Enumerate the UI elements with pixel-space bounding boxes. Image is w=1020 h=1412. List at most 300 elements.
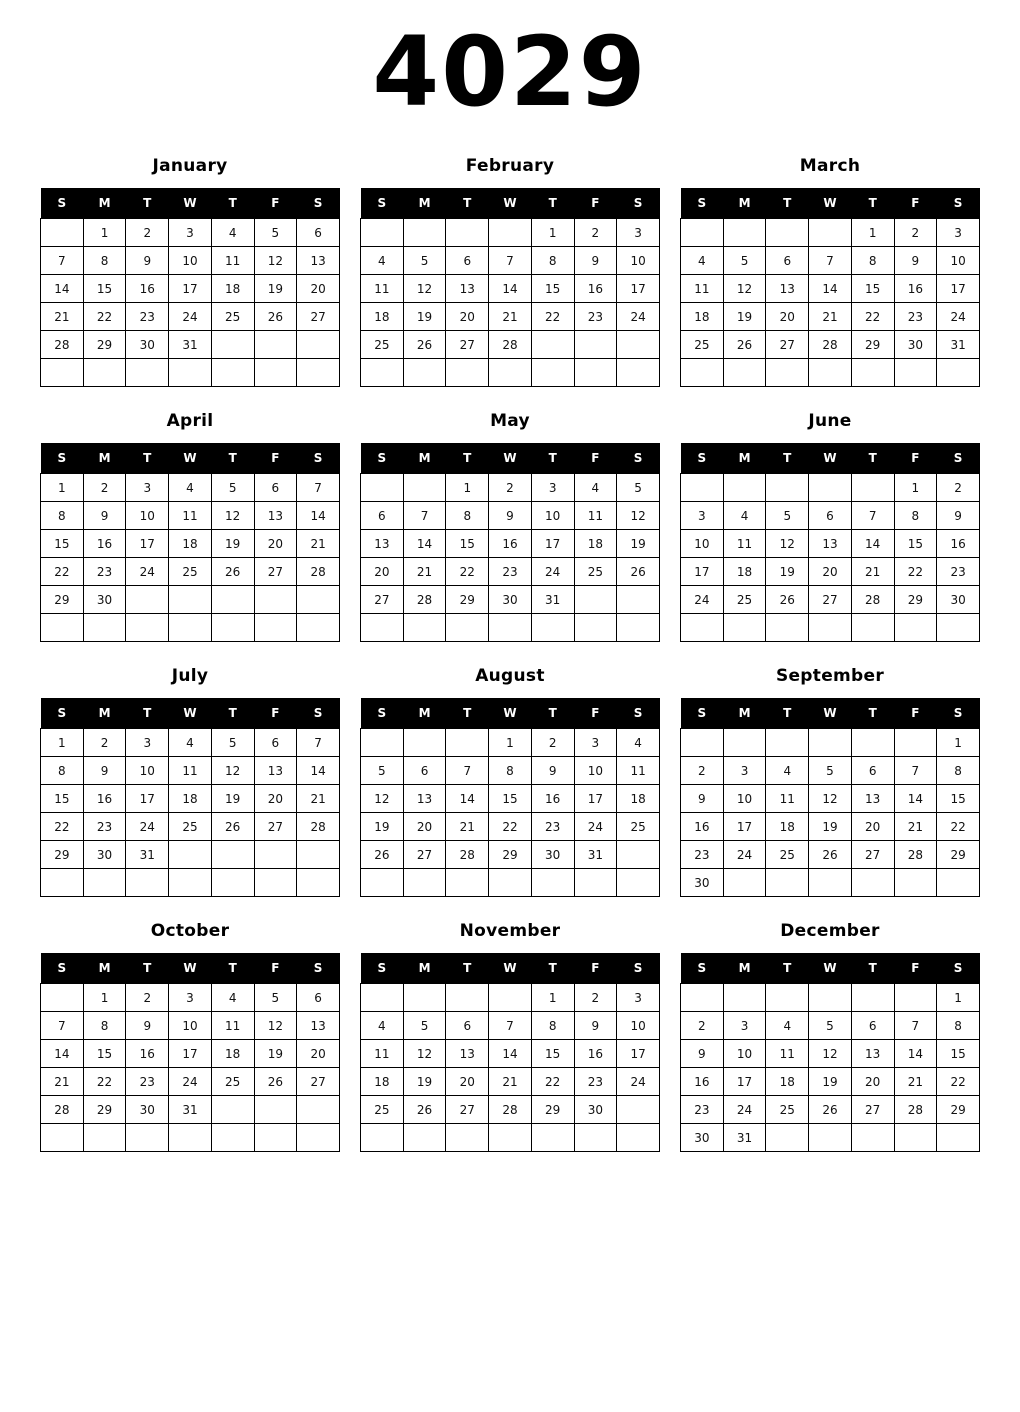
day-cell[interactable]: 28 [297, 558, 340, 586]
day-cell[interactable]: 12 [809, 1040, 852, 1068]
day-cell[interactable]: 25 [361, 1096, 404, 1124]
day-cell[interactable]: 21 [297, 785, 340, 813]
day-cell[interactable]: 30 [937, 586, 980, 614]
day-cell[interactable]: 3 [574, 729, 617, 757]
day-cell[interactable]: 18 [169, 530, 212, 558]
day-cell[interactable]: 19 [403, 1068, 446, 1096]
day-cell[interactable]: 15 [851, 275, 894, 303]
day-cell[interactable]: 22 [851, 303, 894, 331]
day-cell[interactable]: 15 [531, 1040, 574, 1068]
day-cell[interactable]: 11 [361, 275, 404, 303]
day-cell[interactable]: 24 [531, 558, 574, 586]
day-cell[interactable]: 30 [126, 1096, 169, 1124]
day-cell[interactable]: 21 [41, 303, 84, 331]
day-cell[interactable]: 30 [574, 1096, 617, 1124]
day-cell[interactable]: 13 [809, 530, 852, 558]
day-cell[interactable]: 10 [937, 247, 980, 275]
day-cell[interactable]: 25 [723, 586, 766, 614]
day-cell[interactable]: 18 [766, 813, 809, 841]
day-cell[interactable]: 17 [126, 785, 169, 813]
day-cell[interactable]: 16 [126, 275, 169, 303]
day-cell[interactable]: 9 [894, 247, 937, 275]
day-cell[interactable]: 6 [851, 757, 894, 785]
day-cell[interactable]: 20 [297, 275, 340, 303]
day-cell[interactable]: 9 [489, 502, 532, 530]
day-cell[interactable]: 7 [41, 1012, 84, 1040]
day-cell[interactable]: 25 [766, 1096, 809, 1124]
day-cell[interactable]: 3 [531, 474, 574, 502]
day-cell[interactable]: 7 [894, 1012, 937, 1040]
day-cell[interactable]: 15 [531, 275, 574, 303]
day-cell[interactable]: 26 [617, 558, 660, 586]
day-cell[interactable]: 20 [361, 558, 404, 586]
day-cell[interactable]: 25 [617, 813, 660, 841]
day-cell[interactable]: 3 [681, 502, 724, 530]
day-cell[interactable]: 23 [937, 558, 980, 586]
day-cell[interactable]: 19 [254, 275, 297, 303]
day-cell[interactable]: 9 [574, 1012, 617, 1040]
day-cell[interactable]: 25 [169, 558, 212, 586]
day-cell[interactable]: 2 [126, 219, 169, 247]
day-cell[interactable]: 29 [489, 841, 532, 869]
day-cell[interactable]: 8 [83, 247, 126, 275]
day-cell[interactable]: 10 [574, 757, 617, 785]
day-cell[interactable]: 23 [681, 1096, 724, 1124]
day-cell[interactable]: 11 [211, 247, 254, 275]
day-cell[interactable]: 26 [723, 331, 766, 359]
day-cell[interactable]: 27 [446, 1096, 489, 1124]
day-cell[interactable]: 11 [681, 275, 724, 303]
day-cell[interactable]: 9 [681, 785, 724, 813]
day-cell[interactable]: 16 [83, 785, 126, 813]
day-cell[interactable]: 14 [403, 530, 446, 558]
day-cell[interactable]: 5 [723, 247, 766, 275]
day-cell[interactable]: 24 [126, 558, 169, 586]
day-cell[interactable]: 8 [937, 1012, 980, 1040]
day-cell[interactable]: 16 [681, 813, 724, 841]
day-cell[interactable]: 8 [531, 1012, 574, 1040]
day-cell[interactable]: 29 [41, 586, 84, 614]
day-cell[interactable]: 15 [894, 530, 937, 558]
day-cell[interactable]: 8 [41, 757, 84, 785]
day-cell[interactable]: 19 [809, 813, 852, 841]
day-cell[interactable]: 20 [297, 1040, 340, 1068]
day-cell[interactable]: 20 [403, 813, 446, 841]
day-cell[interactable]: 27 [297, 1068, 340, 1096]
day-cell[interactable]: 28 [489, 1096, 532, 1124]
day-cell[interactable]: 8 [446, 502, 489, 530]
day-cell[interactable]: 11 [169, 502, 212, 530]
day-cell[interactable]: 5 [809, 1012, 852, 1040]
day-cell[interactable]: 22 [83, 303, 126, 331]
day-cell[interactable]: 2 [574, 984, 617, 1012]
day-cell[interactable]: 1 [83, 219, 126, 247]
day-cell[interactable]: 3 [126, 729, 169, 757]
day-cell[interactable]: 5 [211, 474, 254, 502]
day-cell[interactable]: 13 [254, 757, 297, 785]
day-cell[interactable]: 4 [723, 502, 766, 530]
day-cell[interactable]: 14 [489, 1040, 532, 1068]
day-cell[interactable]: 30 [126, 331, 169, 359]
day-cell[interactable]: 7 [894, 757, 937, 785]
day-cell[interactable]: 3 [617, 219, 660, 247]
day-cell[interactable]: 7 [297, 729, 340, 757]
day-cell[interactable]: 8 [894, 502, 937, 530]
day-cell[interactable]: 22 [41, 558, 84, 586]
day-cell[interactable]: 31 [126, 841, 169, 869]
day-cell[interactable]: 13 [297, 247, 340, 275]
day-cell[interactable]: 31 [169, 1096, 212, 1124]
day-cell[interactable]: 10 [126, 502, 169, 530]
day-cell[interactable]: 18 [361, 303, 404, 331]
day-cell[interactable]: 24 [617, 1068, 660, 1096]
day-cell[interactable]: 21 [894, 813, 937, 841]
day-cell[interactable]: 2 [83, 474, 126, 502]
day-cell[interactable]: 12 [403, 1040, 446, 1068]
day-cell[interactable]: 14 [809, 275, 852, 303]
day-cell[interactable]: 7 [41, 247, 84, 275]
day-cell[interactable]: 5 [211, 729, 254, 757]
day-cell[interactable]: 9 [126, 247, 169, 275]
day-cell[interactable]: 14 [41, 1040, 84, 1068]
day-cell[interactable]: 27 [851, 841, 894, 869]
day-cell[interactable]: 7 [809, 247, 852, 275]
day-cell[interactable]: 23 [83, 558, 126, 586]
day-cell[interactable]: 20 [851, 813, 894, 841]
day-cell[interactable]: 27 [361, 586, 404, 614]
day-cell[interactable]: 19 [617, 530, 660, 558]
day-cell[interactable]: 17 [723, 1068, 766, 1096]
day-cell[interactable]: 17 [531, 530, 574, 558]
day-cell[interactable]: 10 [531, 502, 574, 530]
day-cell[interactable]: 2 [126, 984, 169, 1012]
day-cell[interactable]: 7 [403, 502, 446, 530]
day-cell[interactable]: 29 [894, 586, 937, 614]
day-cell[interactable]: 16 [574, 1040, 617, 1068]
day-cell[interactable]: 25 [169, 813, 212, 841]
day-cell[interactable]: 16 [894, 275, 937, 303]
day-cell[interactable]: 1 [894, 474, 937, 502]
day-cell[interactable]: 26 [809, 1096, 852, 1124]
day-cell[interactable]: 23 [489, 558, 532, 586]
day-cell[interactable]: 20 [809, 558, 852, 586]
day-cell[interactable]: 14 [894, 1040, 937, 1068]
day-cell[interactable]: 4 [361, 1012, 404, 1040]
day-cell[interactable]: 27 [851, 1096, 894, 1124]
day-cell[interactable]: 16 [574, 275, 617, 303]
day-cell[interactable]: 21 [297, 530, 340, 558]
day-cell[interactable]: 16 [531, 785, 574, 813]
day-cell[interactable]: 14 [41, 275, 84, 303]
day-cell[interactable]: 13 [446, 1040, 489, 1068]
day-cell[interactable]: 17 [126, 530, 169, 558]
day-cell[interactable]: 22 [446, 558, 489, 586]
day-cell[interactable]: 27 [446, 331, 489, 359]
day-cell[interactable]: 29 [851, 331, 894, 359]
day-cell[interactable]: 17 [574, 785, 617, 813]
day-cell[interactable]: 8 [83, 1012, 126, 1040]
day-cell[interactable]: 12 [403, 275, 446, 303]
day-cell[interactable]: 9 [83, 502, 126, 530]
day-cell[interactable]: 23 [531, 813, 574, 841]
day-cell[interactable]: 17 [937, 275, 980, 303]
day-cell[interactable]: 7 [851, 502, 894, 530]
day-cell[interactable]: 15 [83, 275, 126, 303]
day-cell[interactable]: 17 [617, 275, 660, 303]
day-cell[interactable]: 2 [894, 219, 937, 247]
day-cell[interactable]: 28 [809, 331, 852, 359]
day-cell[interactable]: 6 [254, 474, 297, 502]
day-cell[interactable]: 5 [766, 502, 809, 530]
day-cell[interactable]: 21 [41, 1068, 84, 1096]
day-cell[interactable]: 22 [489, 813, 532, 841]
day-cell[interactable]: 10 [681, 530, 724, 558]
day-cell[interactable]: 19 [766, 558, 809, 586]
day-cell[interactable]: 3 [126, 474, 169, 502]
day-cell[interactable]: 12 [254, 1012, 297, 1040]
day-cell[interactable]: 30 [681, 1124, 724, 1152]
day-cell[interactable]: 4 [617, 729, 660, 757]
day-cell[interactable]: 13 [446, 275, 489, 303]
day-cell[interactable]: 3 [169, 984, 212, 1012]
day-cell[interactable]: 25 [766, 841, 809, 869]
day-cell[interactable]: 25 [211, 303, 254, 331]
day-cell[interactable]: 18 [169, 785, 212, 813]
day-cell[interactable]: 18 [723, 558, 766, 586]
day-cell[interactable]: 4 [681, 247, 724, 275]
day-cell[interactable]: 6 [254, 729, 297, 757]
day-cell[interactable]: 10 [169, 1012, 212, 1040]
day-cell[interactable]: 26 [254, 303, 297, 331]
day-cell[interactable]: 26 [766, 586, 809, 614]
day-cell[interactable]: 19 [723, 303, 766, 331]
day-cell[interactable]: 5 [617, 474, 660, 502]
day-cell[interactable]: 6 [297, 219, 340, 247]
day-cell[interactable]: 11 [211, 1012, 254, 1040]
day-cell[interactable]: 23 [894, 303, 937, 331]
day-cell[interactable]: 29 [937, 1096, 980, 1124]
day-cell[interactable]: 11 [617, 757, 660, 785]
day-cell[interactable]: 31 [574, 841, 617, 869]
day-cell[interactable]: 6 [766, 247, 809, 275]
day-cell[interactable]: 30 [681, 869, 724, 897]
day-cell[interactable]: 24 [169, 303, 212, 331]
day-cell[interactable]: 31 [531, 586, 574, 614]
day-cell[interactable]: 14 [297, 502, 340, 530]
day-cell[interactable]: 6 [361, 502, 404, 530]
day-cell[interactable]: 22 [531, 1068, 574, 1096]
day-cell[interactable]: 21 [489, 1068, 532, 1096]
day-cell[interactable]: 13 [254, 502, 297, 530]
day-cell[interactable]: 11 [766, 1040, 809, 1068]
day-cell[interactable]: 17 [169, 275, 212, 303]
day-cell[interactable]: 13 [361, 530, 404, 558]
day-cell[interactable]: 13 [403, 785, 446, 813]
day-cell[interactable]: 4 [169, 729, 212, 757]
day-cell[interactable]: 27 [254, 558, 297, 586]
day-cell[interactable]: 1 [531, 219, 574, 247]
day-cell[interactable]: 3 [723, 757, 766, 785]
day-cell[interactable]: 16 [937, 530, 980, 558]
day-cell[interactable]: 18 [617, 785, 660, 813]
day-cell[interactable]: 2 [681, 1012, 724, 1040]
day-cell[interactable]: 29 [937, 841, 980, 869]
day-cell[interactable]: 4 [574, 474, 617, 502]
day-cell[interactable]: 10 [617, 247, 660, 275]
day-cell[interactable]: 15 [83, 1040, 126, 1068]
day-cell[interactable]: 9 [574, 247, 617, 275]
day-cell[interactable]: 6 [851, 1012, 894, 1040]
day-cell[interactable]: 6 [403, 757, 446, 785]
day-cell[interactable]: 5 [361, 757, 404, 785]
day-cell[interactable]: 28 [41, 1096, 84, 1124]
day-cell[interactable]: 31 [169, 331, 212, 359]
day-cell[interactable]: 18 [211, 275, 254, 303]
day-cell[interactable]: 27 [809, 586, 852, 614]
day-cell[interactable]: 20 [254, 530, 297, 558]
day-cell[interactable]: 1 [83, 984, 126, 1012]
day-cell[interactable]: 22 [83, 1068, 126, 1096]
day-cell[interactable]: 14 [489, 275, 532, 303]
day-cell[interactable]: 22 [531, 303, 574, 331]
day-cell[interactable]: 2 [574, 219, 617, 247]
day-cell[interactable]: 24 [937, 303, 980, 331]
day-cell[interactable]: 16 [681, 1068, 724, 1096]
day-cell[interactable]: 12 [809, 785, 852, 813]
day-cell[interactable]: 26 [403, 331, 446, 359]
day-cell[interactable]: 24 [723, 1096, 766, 1124]
day-cell[interactable]: 28 [446, 841, 489, 869]
day-cell[interactable]: 26 [211, 813, 254, 841]
day-cell[interactable]: 31 [723, 1124, 766, 1152]
day-cell[interactable]: 10 [723, 785, 766, 813]
day-cell[interactable]: 30 [83, 841, 126, 869]
day-cell[interactable]: 13 [766, 275, 809, 303]
day-cell[interactable]: 3 [169, 219, 212, 247]
day-cell[interactable]: 28 [403, 586, 446, 614]
day-cell[interactable]: 15 [446, 530, 489, 558]
day-cell[interactable]: 8 [41, 502, 84, 530]
day-cell[interactable]: 30 [531, 841, 574, 869]
day-cell[interactable]: 15 [937, 785, 980, 813]
day-cell[interactable]: 24 [126, 813, 169, 841]
day-cell[interactable]: 12 [211, 757, 254, 785]
day-cell[interactable]: 20 [254, 785, 297, 813]
day-cell[interactable]: 8 [937, 757, 980, 785]
day-cell[interactable]: 28 [41, 331, 84, 359]
day-cell[interactable]: 30 [894, 331, 937, 359]
day-cell[interactable]: 23 [681, 841, 724, 869]
day-cell[interactable]: 30 [83, 586, 126, 614]
day-cell[interactable]: 14 [446, 785, 489, 813]
day-cell[interactable]: 13 [297, 1012, 340, 1040]
day-cell[interactable]: 16 [83, 530, 126, 558]
day-cell[interactable]: 26 [361, 841, 404, 869]
day-cell[interactable]: 5 [254, 984, 297, 1012]
day-cell[interactable]: 23 [126, 1068, 169, 1096]
day-cell[interactable]: 6 [297, 984, 340, 1012]
day-cell[interactable]: 14 [297, 757, 340, 785]
day-cell[interactable]: 26 [211, 558, 254, 586]
day-cell[interactable]: 12 [211, 502, 254, 530]
day-cell[interactable]: 22 [41, 813, 84, 841]
day-cell[interactable]: 17 [723, 813, 766, 841]
day-cell[interactable]: 21 [851, 558, 894, 586]
day-cell[interactable]: 4 [211, 219, 254, 247]
day-cell[interactable]: 4 [766, 757, 809, 785]
day-cell[interactable]: 9 [126, 1012, 169, 1040]
day-cell[interactable]: 8 [851, 247, 894, 275]
day-cell[interactable]: 21 [403, 558, 446, 586]
day-cell[interactable]: 10 [617, 1012, 660, 1040]
day-cell[interactable]: 24 [681, 586, 724, 614]
day-cell[interactable]: 10 [723, 1040, 766, 1068]
day-cell[interactable]: 1 [41, 474, 84, 502]
day-cell[interactable]: 1 [446, 474, 489, 502]
day-cell[interactable]: 17 [681, 558, 724, 586]
day-cell[interactable]: 18 [574, 530, 617, 558]
day-cell[interactable]: 2 [937, 474, 980, 502]
day-cell[interactable]: 22 [937, 813, 980, 841]
day-cell[interactable]: 16 [126, 1040, 169, 1068]
day-cell[interactable]: 20 [446, 1068, 489, 1096]
day-cell[interactable]: 5 [403, 247, 446, 275]
day-cell[interactable]: 3 [723, 1012, 766, 1040]
day-cell[interactable]: 29 [531, 1096, 574, 1124]
day-cell[interactable]: 25 [574, 558, 617, 586]
day-cell[interactable]: 22 [894, 558, 937, 586]
day-cell[interactable]: 5 [254, 219, 297, 247]
day-cell[interactable]: 30 [489, 586, 532, 614]
day-cell[interactable]: 29 [83, 331, 126, 359]
day-cell[interactable]: 1 [41, 729, 84, 757]
day-cell[interactable]: 1 [937, 729, 980, 757]
day-cell[interactable]: 6 [446, 1012, 489, 1040]
day-cell[interactable]: 19 [211, 530, 254, 558]
day-cell[interactable]: 26 [254, 1068, 297, 1096]
day-cell[interactable]: 5 [403, 1012, 446, 1040]
day-cell[interactable]: 13 [851, 1040, 894, 1068]
day-cell[interactable]: 21 [809, 303, 852, 331]
day-cell[interactable]: 7 [446, 757, 489, 785]
day-cell[interactable]: 17 [617, 1040, 660, 1068]
day-cell[interactable]: 19 [403, 303, 446, 331]
day-cell[interactable]: 4 [211, 984, 254, 1012]
day-cell[interactable]: 24 [574, 813, 617, 841]
day-cell[interactable]: 24 [169, 1068, 212, 1096]
day-cell[interactable]: 23 [574, 1068, 617, 1096]
day-cell[interactable]: 27 [766, 331, 809, 359]
day-cell[interactable]: 17 [169, 1040, 212, 1068]
day-cell[interactable]: 23 [83, 813, 126, 841]
day-cell[interactable]: 11 [169, 757, 212, 785]
day-cell[interactable]: 11 [361, 1040, 404, 1068]
day-cell[interactable]: 6 [446, 247, 489, 275]
day-cell[interactable]: 22 [937, 1068, 980, 1096]
day-cell[interactable]: 23 [126, 303, 169, 331]
day-cell[interactable]: 28 [894, 841, 937, 869]
day-cell[interactable]: 27 [254, 813, 297, 841]
day-cell[interactable]: 9 [937, 502, 980, 530]
day-cell[interactable]: 10 [126, 757, 169, 785]
day-cell[interactable]: 9 [681, 1040, 724, 1068]
day-cell[interactable]: 7 [297, 474, 340, 502]
day-cell[interactable]: 9 [531, 757, 574, 785]
day-cell[interactable]: 28 [894, 1096, 937, 1124]
day-cell[interactable]: 31 [937, 331, 980, 359]
day-cell[interactable]: 20 [766, 303, 809, 331]
day-cell[interactable]: 25 [361, 331, 404, 359]
